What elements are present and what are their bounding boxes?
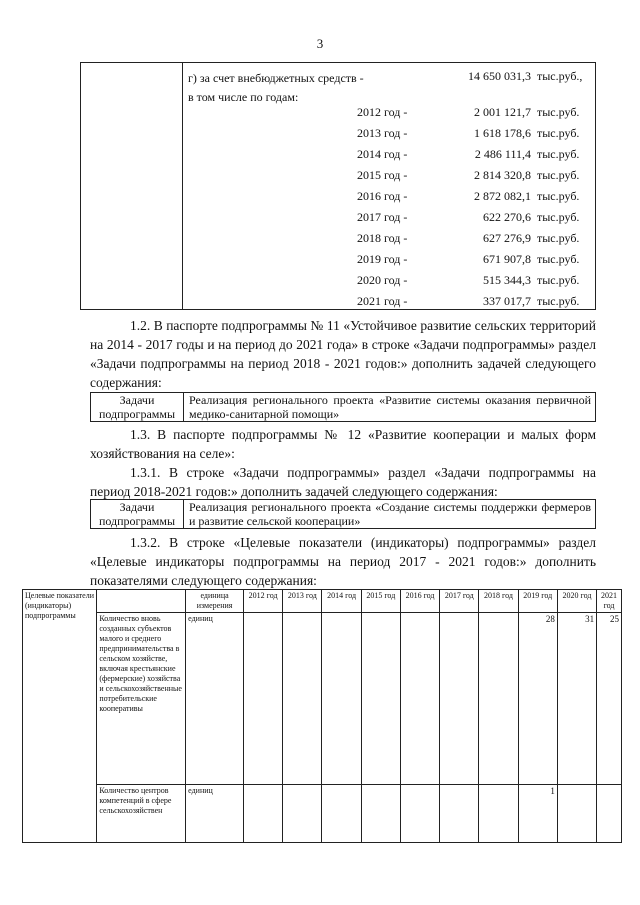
indicator-value [479, 613, 518, 785]
indicator-value [597, 785, 622, 843]
task-text: Реализация регионального проекта «Создание системы поддержки фермеров и развитие сельской кооперации» [189, 500, 591, 528]
year-header: 2012 год [243, 590, 282, 613]
indicator-name: Количество вновь созданных субъектов малого и среднего предпринимательства в сельском хозяйстве, включая крестьянские (фермерские) хозяйства и сельскохозяйственные потребительские кооперативы [97, 613, 186, 785]
funding-row: 2019 год - 671 907,8 тыс.руб. [357, 252, 580, 266]
header-blank [97, 590, 186, 613]
year-header: 2014 год [322, 590, 361, 613]
indicator-value [440, 613, 479, 785]
year-header: 2020 год [557, 590, 596, 613]
indicator-value [361, 785, 400, 843]
indicator-name: Количество центров компетенций в сфере сельскохозяйствен [97, 785, 186, 843]
indicator-value [557, 785, 596, 843]
page-number: 3 [316, 36, 324, 51]
paragraph-1-3-2: 1.3.2. В строке «Целевые показатели (индикаторы) подпрограммы» раздел «Целевые индикаторы подпрограммы на период 2017 - 2021 годов:» дополнить показателями следующего содержания: [90, 535, 596, 588]
indicator-value: 31 [557, 613, 596, 785]
year-header: 2018 год [479, 590, 518, 613]
indicator-value [479, 785, 518, 843]
indicator-unit: единиц [186, 613, 244, 785]
task-text: Реализация регионального проекта «Развитие системы оказания первичной медико-санитарной помощи» [189, 393, 591, 421]
funding-total-value: 14 650 031,3 [468, 69, 531, 83]
funding-row: 2016 год - 2 872 082,1 тыс.руб. [357, 189, 580, 203]
funding-row: 2020 год - 515 344,3 тыс.руб. [357, 273, 580, 287]
funding-total-unit: тыс.руб., [537, 69, 583, 83]
year-header: 2016 год [400, 590, 439, 613]
indicator-value [243, 785, 282, 843]
indicator-value [322, 785, 361, 843]
funding-intro-line2: в том числе по годам: [188, 90, 299, 104]
task-divider [183, 393, 184, 421]
indicator-unit: единиц [186, 785, 244, 843]
table-row [23, 785, 622, 843]
indicator-value: 25 [597, 613, 622, 785]
funding-row: 2013 год - 1 618 178,6 тыс.руб. [357, 126, 580, 140]
task-box-2 [90, 499, 596, 529]
table-row [23, 613, 622, 785]
indicator-value [400, 785, 439, 843]
indicator-value [283, 613, 322, 785]
indicator-value: 28 [518, 613, 557, 785]
paragraph-1-3-1: 1.3.1. В строке «Задачи подпрограммы» раздел «Задачи подпрограммы на период 2018-2021 годов:» дополнить задачей следующего содержания: [90, 465, 596, 499]
year-header: 2015 год [361, 590, 400, 613]
funding-table [80, 62, 596, 310]
funding-row: 2021 год - 337 017,7 тыс.руб. [357, 294, 580, 308]
indicator-value [440, 785, 479, 843]
year-header: 2019 год [518, 590, 557, 613]
funding-row: 2014 год - 2 486 111,4 тыс.руб. [357, 147, 580, 161]
funding-intro [188, 69, 364, 107]
funding-row: 2015 год - 2 814 320,8 тыс.руб. [357, 168, 580, 182]
funding-row: 2017 год - 622 270,6 тыс.руб. [357, 210, 580, 224]
indicators-table [22, 589, 622, 843]
task-box-1 [90, 392, 596, 422]
indicator-value [243, 613, 282, 785]
funding-row: 2018 год - 627 276,9 тыс.руб. [357, 231, 580, 245]
task-label: Задачи подпрограммы [98, 393, 176, 421]
indicator-value [361, 613, 400, 785]
indicator-value [283, 785, 322, 843]
indicator-value [322, 613, 361, 785]
year-header: 2013 год [283, 590, 322, 613]
task-label: Задачи подпрограммы [98, 500, 176, 528]
indicator-value: 1 [518, 785, 557, 843]
indicator-value [400, 613, 439, 785]
paragraph-1-2: 1.2. В паспорте подпрограммы № 11 «Устойчивое развитие сельских территорий на 2014 - 2017 годы и на период до 2021 года» в строке «Задачи подпрограммы» раздел «Задачи подпрограммы на период 2018 - 2021 годов:» дополнить задачей следующего содержания: [90, 318, 596, 390]
year-header: 2021 год [597, 590, 622, 613]
unit-header: единица измерения [186, 590, 244, 613]
funding-intro-line1: г) за счет внебюджетных средств - [188, 71, 364, 85]
funding-row: 2012 год - 2 001 121,7 тыс.руб. [357, 105, 580, 119]
task-divider [183, 500, 184, 528]
year-header: 2017 год [440, 590, 479, 613]
paragraph-1-3: 1.3. В паспорте подпрограммы № 12 «Развитие кооперации и малых форм хозяйствования на селе»: [90, 427, 596, 461]
indicators-row-label: Целевые показатели (индикаторы) подпрограммы [23, 590, 97, 843]
